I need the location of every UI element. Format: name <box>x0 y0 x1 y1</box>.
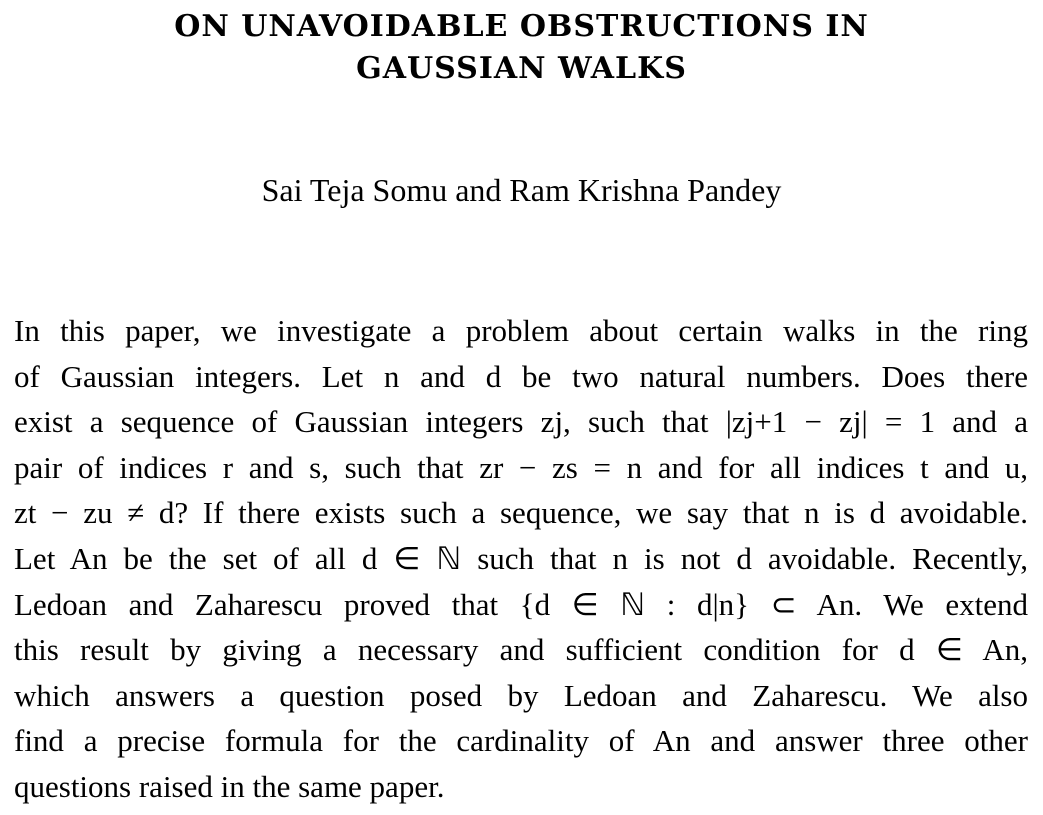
abstract-line-1: In this paper, we investigate a problem about certain walks in the ring <box>14 313 1028 348</box>
title-line-2: GAUSSIAN WALKS <box>356 51 687 86</box>
abstract-line-9: which answers a question posed by Ledoan and Zaharescu. We also <box>14 677 1028 713</box>
abstract-line-7: Ledoan and Zaharescu proved that {d ∈ ℕ : d|n} ⊂ An. We extend <box>14 586 1028 622</box>
abstract-line-6: Let An be the set of all d ∈ ℕ such that n is not d avoidable. Recently, <box>14 540 1028 576</box>
abstract-line-3: exist a sequence of Gaussian integers zj, such that |zj+1 − zj| = 1 and a <box>14 404 1028 440</box>
abstract-line-10: find a precise formula for the cardinality of An and answer three other <box>14 723 1028 759</box>
title-line-1: ON UNAVOIDABLE OBSTRUCTIONS IN <box>174 9 869 44</box>
paper-title <box>0 6 1043 90</box>
abstract-line-11: questions raised in the same paper. <box>14 768 445 804</box>
abstract-line-8: this result by giving a necessary and sufficient condition for d ∈ An, <box>14 632 1028 668</box>
abstract <box>14 308 1028 810</box>
abstract-line-5: zt − zu ≠ d? If there exists such a sequence, we say that n is d avoidable. <box>14 495 1028 531</box>
author-line: Sai Teja Somu and Ram Krishna Pandey <box>261 172 782 208</box>
abstract-line-2: of Gaussian integers. Let n and d be two natural numbers. Does there <box>14 358 1028 394</box>
abstract-line-4: pair of indices r and s, such that zr − zs = n and for all indices t and u, <box>14 449 1028 485</box>
